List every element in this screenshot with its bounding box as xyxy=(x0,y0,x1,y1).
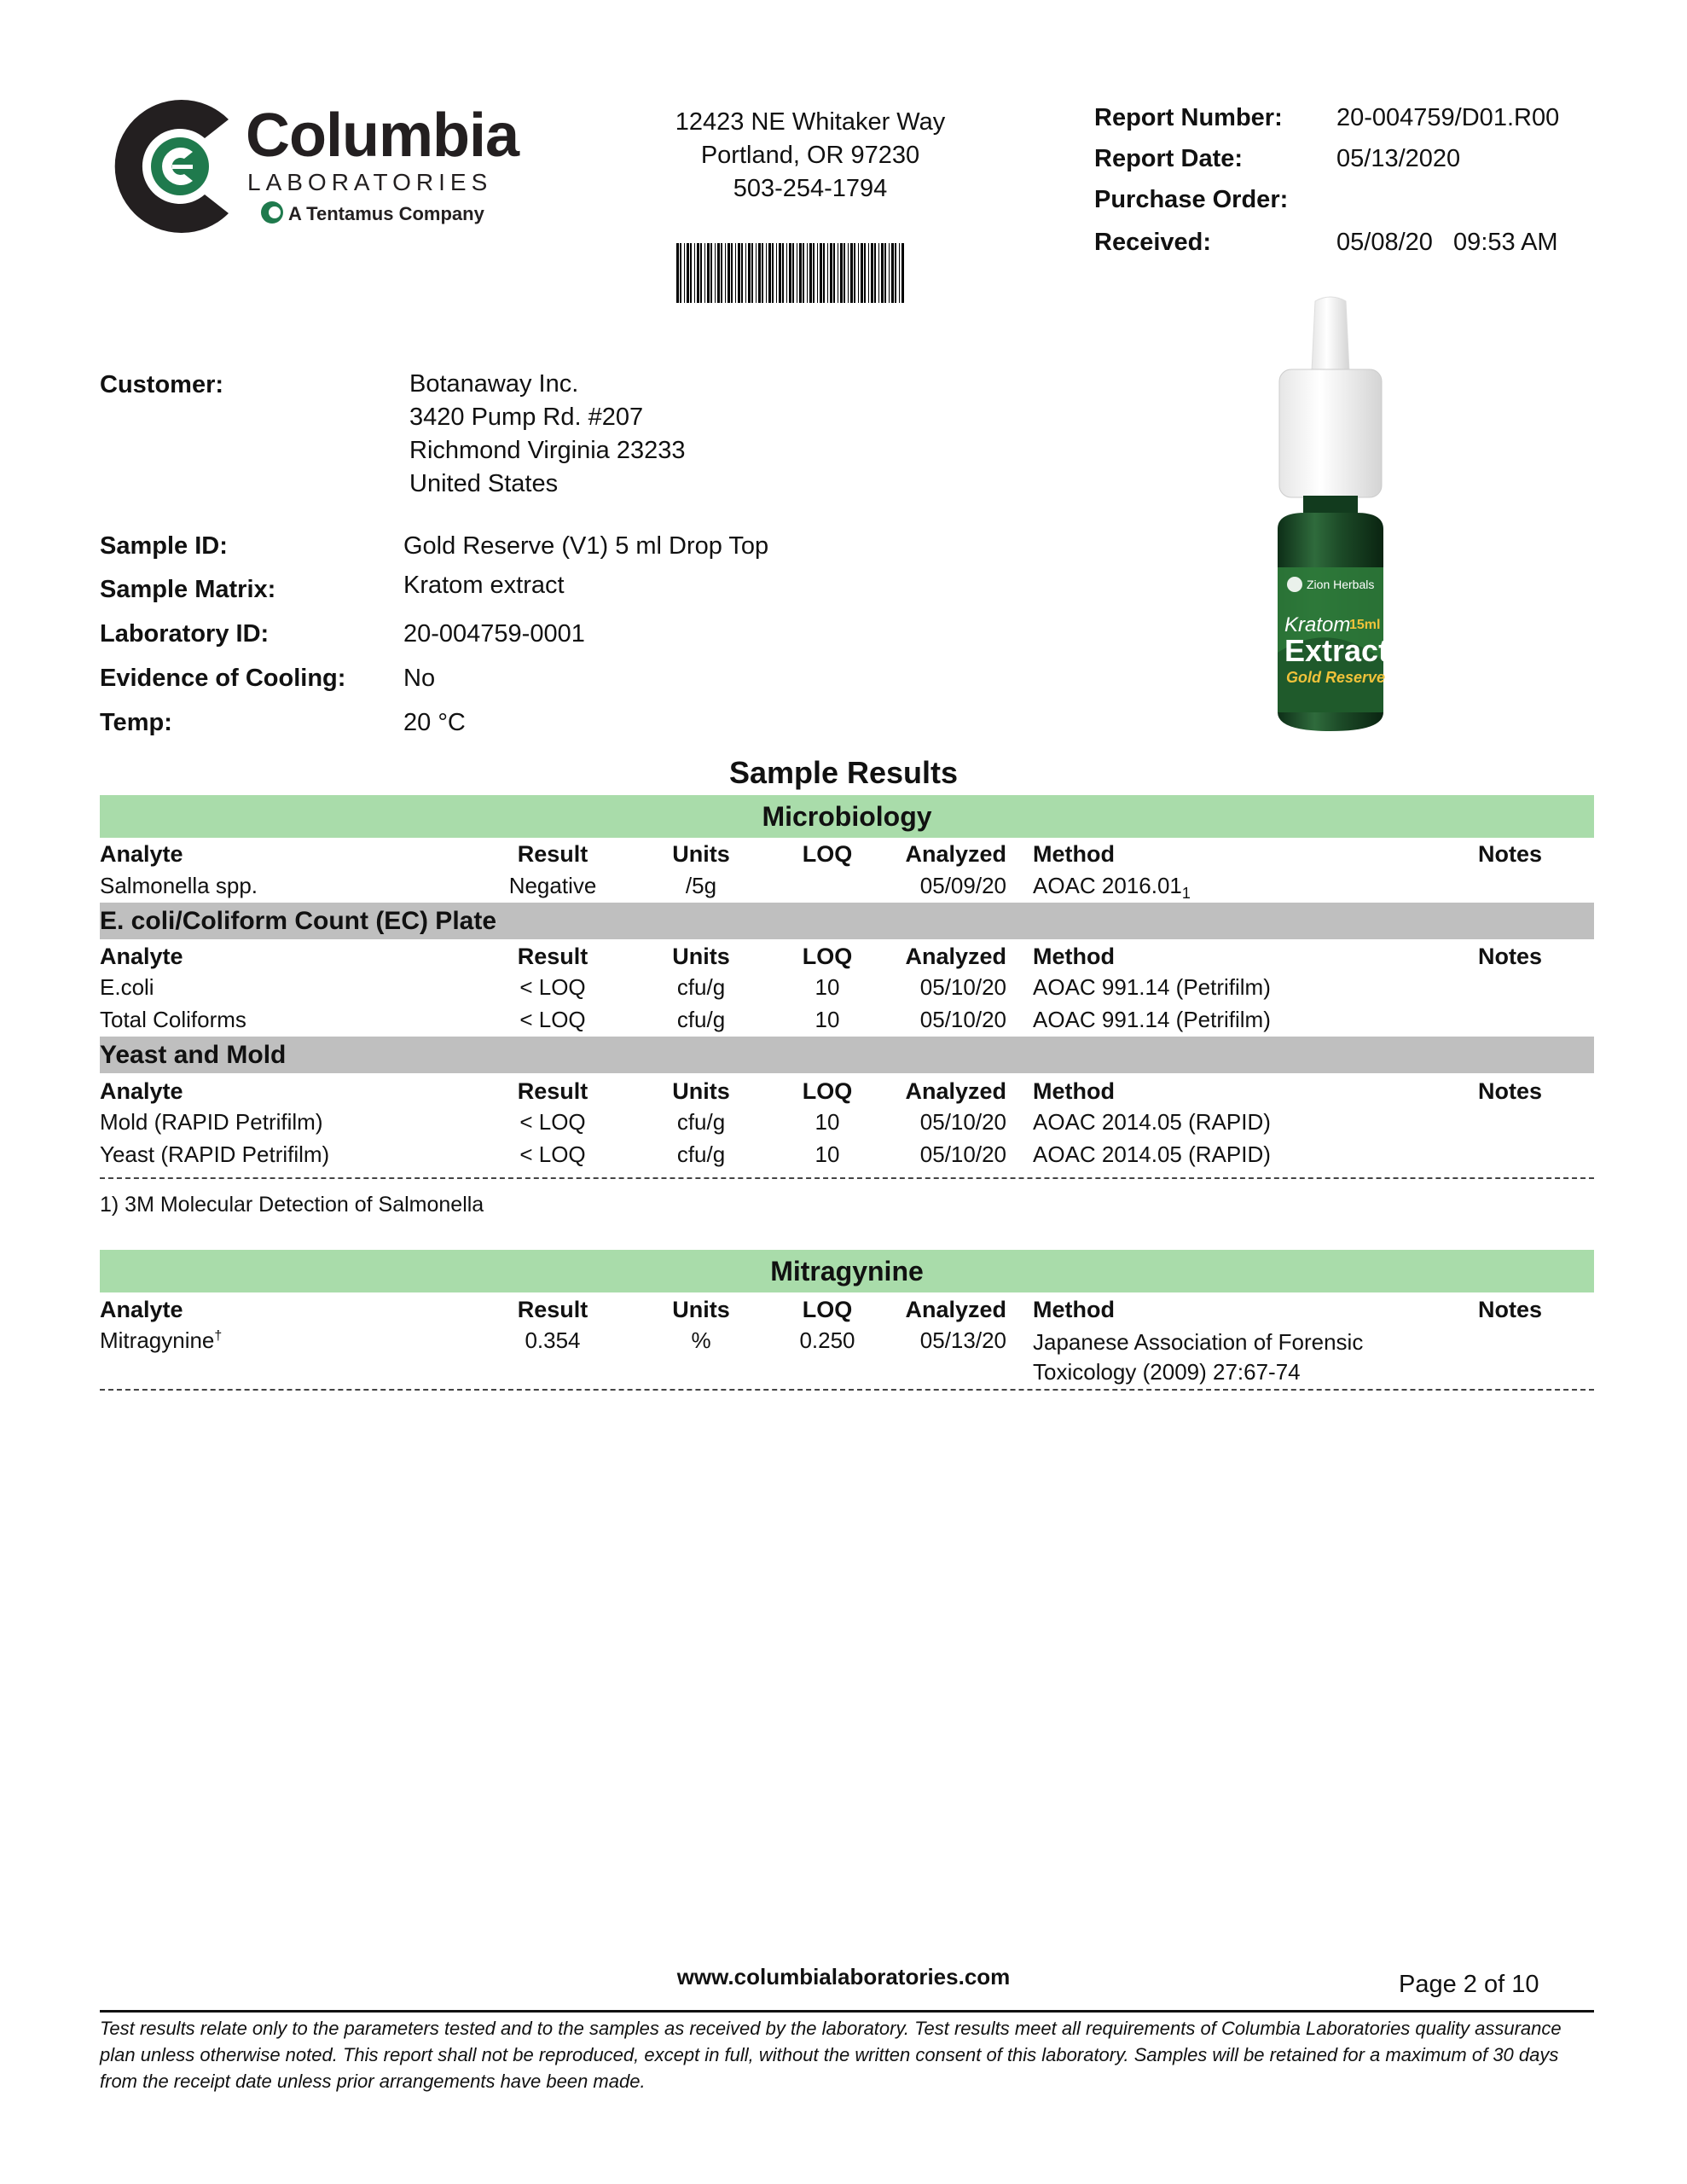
barcode-bar xyxy=(721,243,722,303)
col-result: Result xyxy=(517,1078,588,1104)
barcode-bar xyxy=(861,243,863,303)
col-analyzed: Analyzed xyxy=(905,1078,1006,1104)
barcode-bar xyxy=(884,243,886,303)
dashed-divider xyxy=(100,1177,1594,1179)
barcode-bar xyxy=(687,243,689,303)
row-loq: 10 xyxy=(815,1141,840,1167)
barcode-bar xyxy=(707,243,710,303)
report-date: 05/13/2020 xyxy=(1336,145,1461,172)
barcode-bar xyxy=(700,243,702,303)
received-label: Received: xyxy=(1094,229,1212,256)
barcode-bar xyxy=(762,243,763,303)
barcode-bar xyxy=(830,243,832,303)
sample-id: Gold Reserve (V1) 5 ml Drop Top xyxy=(403,532,769,560)
barcode-bar xyxy=(751,243,753,303)
row-analyzed: 05/09/20 xyxy=(919,873,1006,898)
tentamus-icon xyxy=(259,200,285,225)
footer-divider xyxy=(100,2010,1594,2013)
col-notes: Notes xyxy=(1478,841,1543,867)
row-units: cfu/g xyxy=(676,974,726,1000)
row-method: AOAC 991.14 (Petrifilm) xyxy=(1033,974,1271,1000)
col-analyte: Analyte xyxy=(100,1078,183,1104)
row-analyte: Total Coliforms xyxy=(100,1007,246,1032)
dashed-divider xyxy=(100,1389,1594,1391)
col-notes: Notes xyxy=(1478,1297,1543,1322)
bottle-size: 15ml xyxy=(1349,618,1381,632)
row-result: Negative xyxy=(508,873,597,898)
barcode-bar xyxy=(690,243,692,303)
barcode xyxy=(676,243,907,303)
website-link[interactable]: www.columbialaboratories.com xyxy=(676,1964,1011,1989)
barcode-bar xyxy=(772,243,774,303)
col-method: Method xyxy=(1033,1297,1115,1322)
report-number-label: Report Number: xyxy=(1094,104,1283,131)
barcode-bar xyxy=(676,243,679,303)
col-analyte: Analyte xyxy=(100,944,183,969)
barcode-bar xyxy=(715,243,716,303)
barcode-bar xyxy=(874,243,876,303)
barcode-bar xyxy=(725,243,726,303)
col-analyzed: Analyzed xyxy=(905,944,1006,969)
barcode-bar xyxy=(745,243,746,303)
col-analyte: Analyte xyxy=(100,841,183,867)
row-loq: 0.250 xyxy=(799,1327,855,1353)
barcode-bar xyxy=(731,243,733,303)
barcode-bar xyxy=(768,243,771,303)
barcode-bar xyxy=(901,243,904,303)
ecoli-section-header: E. coli/Coliform Count (EC) Plate xyxy=(100,903,1594,939)
barcode-bar xyxy=(735,243,736,303)
row-method xyxy=(1033,1327,1363,1387)
barcode-bar xyxy=(823,243,825,303)
barcode-bar xyxy=(891,243,894,303)
barcode-bar xyxy=(820,243,822,303)
barcode-bar xyxy=(850,243,853,303)
barcode-bar xyxy=(741,243,743,303)
mitragynine-section-header: Mitragynine xyxy=(100,1250,1594,1292)
barcode-bar xyxy=(738,243,740,303)
barcode-bar xyxy=(858,243,859,303)
row-loq: 10 xyxy=(815,974,840,1000)
barcode-bar xyxy=(717,243,720,303)
barcode-bar xyxy=(809,243,812,303)
sample-results-title: Sample Results xyxy=(728,755,959,790)
col-loq: LOQ xyxy=(802,1297,853,1322)
row-units: cfu/g xyxy=(676,1109,726,1135)
row-loq: 10 xyxy=(815,1007,840,1032)
barcode-bar xyxy=(813,243,815,303)
logo-subtitle: LABORATORIES xyxy=(247,169,493,195)
barcode-bar xyxy=(803,243,804,303)
row-units: cfu/g xyxy=(676,1141,726,1167)
barcode-bar xyxy=(789,243,791,303)
barcode-bar xyxy=(817,243,818,303)
barcode-bar xyxy=(710,243,712,303)
col-analyte: Analyte xyxy=(100,1297,183,1322)
lab-city: Portland, OR 97230 xyxy=(700,142,920,169)
col-loq: LOQ xyxy=(802,1078,853,1104)
row-analyte: Yeast (RAPID Petrifilm) xyxy=(100,1141,330,1167)
cooling-value: No xyxy=(403,665,436,692)
row-result: < LOQ xyxy=(519,1109,586,1135)
customer-name: Botanaway Inc. xyxy=(409,370,579,398)
temp-label: Temp: xyxy=(100,709,172,736)
barcode-bar xyxy=(868,243,869,303)
cooling-label: Evidence of Cooling: xyxy=(100,665,346,692)
bottle-line1: Kratom xyxy=(1284,613,1351,636)
sample-id-label: Sample ID: xyxy=(100,532,228,560)
row-result: 0.354 xyxy=(525,1327,581,1353)
microbiology-footnote: 1) 3M Molecular Detection of Salmonella xyxy=(100,1193,484,1217)
barcode-bar xyxy=(844,243,845,303)
company-logo xyxy=(101,94,544,256)
col-units: Units xyxy=(672,1297,730,1322)
laboratory-id: 20-004759-0001 xyxy=(403,620,585,648)
col-units: Units xyxy=(672,1078,730,1104)
barcode-bar xyxy=(840,243,843,303)
bottle-line2: Extract xyxy=(1284,633,1389,668)
customer-address-line1: 3420 Pump Rd. #207 xyxy=(409,404,644,431)
col-method: Method xyxy=(1033,841,1115,867)
purchase-order-label: Purchase Order: xyxy=(1094,186,1289,213)
row-result: < LOQ xyxy=(519,974,586,1000)
customer-address-line2: Richmond Virginia 23233 xyxy=(409,437,686,464)
row-analyte: Salmonella spp. xyxy=(100,873,258,898)
columbia-logo-mark-icon xyxy=(101,94,237,239)
col-method: Method xyxy=(1033,944,1115,969)
row-result: < LOQ xyxy=(519,1141,586,1167)
barcode-bar xyxy=(758,243,761,303)
barcode-bar xyxy=(704,243,705,303)
barcode-bar xyxy=(779,243,781,303)
barcode-bar xyxy=(680,243,681,303)
row-method-line2: Toxicology (2009) 27:67-74 xyxy=(1033,1359,1301,1385)
row-method-text: AOAC 2016.01 xyxy=(1033,873,1182,898)
customer-label: Customer: xyxy=(100,371,224,398)
barcode-bar xyxy=(786,243,787,303)
row-analyzed: 05/10/20 xyxy=(919,1141,1006,1167)
row-units: % xyxy=(691,1327,711,1353)
product-bottle-image xyxy=(1254,294,1407,738)
row-analyte xyxy=(100,1327,222,1354)
customer-address xyxy=(409,368,686,501)
row-method: AOAC 2014.05 (RAPID) xyxy=(1033,1141,1271,1167)
barcode-bar xyxy=(889,243,890,303)
barcode-bar xyxy=(728,243,730,303)
barcode-bar xyxy=(854,243,855,303)
row-analyte-mark: † xyxy=(214,1328,223,1344)
temp-value: 20 °C xyxy=(403,709,466,736)
report-number: 20-004759/D01.R00 xyxy=(1336,104,1560,131)
barcode-bar xyxy=(748,243,751,303)
barcode-bar xyxy=(782,243,784,303)
barcode-bar xyxy=(799,243,802,303)
row-units: cfu/g xyxy=(676,1007,726,1032)
barcode-bar xyxy=(899,243,900,303)
row-analyte: Mold (RAPID Petrifilm) xyxy=(100,1109,323,1135)
microbiology-section-header: Microbiology xyxy=(100,795,1594,838)
col-result: Result xyxy=(517,944,588,969)
row-analyzed: 05/13/20 xyxy=(919,1327,1006,1353)
barcode-bar xyxy=(697,243,699,303)
received-datetime: 05/08/20 09:53 AM xyxy=(1336,229,1558,256)
logo-wordmark: Columbia xyxy=(246,102,519,170)
logo-tagline: A Tentamus Company xyxy=(288,203,484,224)
barcode-bar xyxy=(792,243,794,303)
row-analyzed: 05/10/20 xyxy=(919,974,1006,1000)
report-date-label: Report Date: xyxy=(1094,145,1244,172)
barcode-bar xyxy=(766,243,767,303)
row-method-footnote-ref: 1 xyxy=(1181,885,1191,903)
lab-phone: 503-254-1794 xyxy=(733,175,888,202)
col-method: Method xyxy=(1033,1078,1115,1104)
row-method: AOAC 2014.05 (RAPID) xyxy=(1033,1109,1271,1135)
col-notes: Notes xyxy=(1478,1078,1543,1104)
lab-street: 12423 NE Whitaker Way xyxy=(675,108,946,136)
col-result: Result xyxy=(517,1297,588,1322)
barcode-bar xyxy=(684,243,685,303)
row-method-line1: Japanese Association of Forensic xyxy=(1033,1329,1364,1355)
yeast-mold-section-header: Yeast and Mold xyxy=(100,1037,1594,1073)
barcode-bar xyxy=(756,243,757,303)
col-analyzed: Analyzed xyxy=(905,1297,1006,1322)
row-result: < LOQ xyxy=(519,1007,586,1032)
col-result: Result xyxy=(517,841,588,867)
row-loq: 10 xyxy=(815,1109,840,1135)
sample-matrix-label: Sample Matrix: xyxy=(100,576,276,603)
col-units: Units xyxy=(672,841,730,867)
bottle-line3: Gold Reserve xyxy=(1286,669,1386,686)
customer-country: United States xyxy=(409,470,559,497)
disclaimer: Test results relate only to the parameters tested and to the samples as received by the laboratory. Test results meet all requirements of Columbia Laboratories quality assurance plan unless otherwise noted. This report shall not be reproduced, except in full, without the written consent of this laboratory. Samples will be retained for a maximum of 30 days from the receipt date unless prior arrangements have been made. xyxy=(100,2018,1562,2092)
col-loq: LOQ xyxy=(802,841,853,867)
row-method: AOAC 991.14 (Petrifilm) xyxy=(1033,1007,1271,1032)
page-number: Page 2 of 10 xyxy=(1399,1971,1539,1998)
barcode-bar xyxy=(694,243,695,303)
col-notes: Notes xyxy=(1478,944,1543,969)
col-units: Units xyxy=(672,944,730,969)
row-units: /5g xyxy=(685,873,717,898)
barcode-bar xyxy=(848,243,849,303)
laboratory-id-label: Laboratory ID: xyxy=(100,620,270,648)
barcode-bar xyxy=(871,243,873,303)
row-analyzed: 05/10/20 xyxy=(919,1109,1006,1135)
barcode-bar xyxy=(864,243,866,303)
barcode-bar xyxy=(807,243,808,303)
barcode-bar xyxy=(881,243,884,303)
barcode-bar xyxy=(878,243,879,303)
row-analyte: E.coli xyxy=(100,974,154,1000)
bottle-brand: Zion Herbals xyxy=(1307,578,1375,591)
row-method xyxy=(1033,873,1191,903)
barcode-bar xyxy=(776,243,777,303)
row-analyte-text: Mitragynine xyxy=(100,1327,215,1353)
col-analyzed: Analyzed xyxy=(905,841,1006,867)
barcode-bar xyxy=(833,243,835,303)
barcode-bar xyxy=(895,243,896,303)
barcode-bar xyxy=(827,243,828,303)
col-loq: LOQ xyxy=(802,944,853,969)
row-analyzed: 05/10/20 xyxy=(919,1007,1006,1032)
lab-address xyxy=(648,106,972,206)
sample-matrix: Kratom extract xyxy=(403,572,565,599)
